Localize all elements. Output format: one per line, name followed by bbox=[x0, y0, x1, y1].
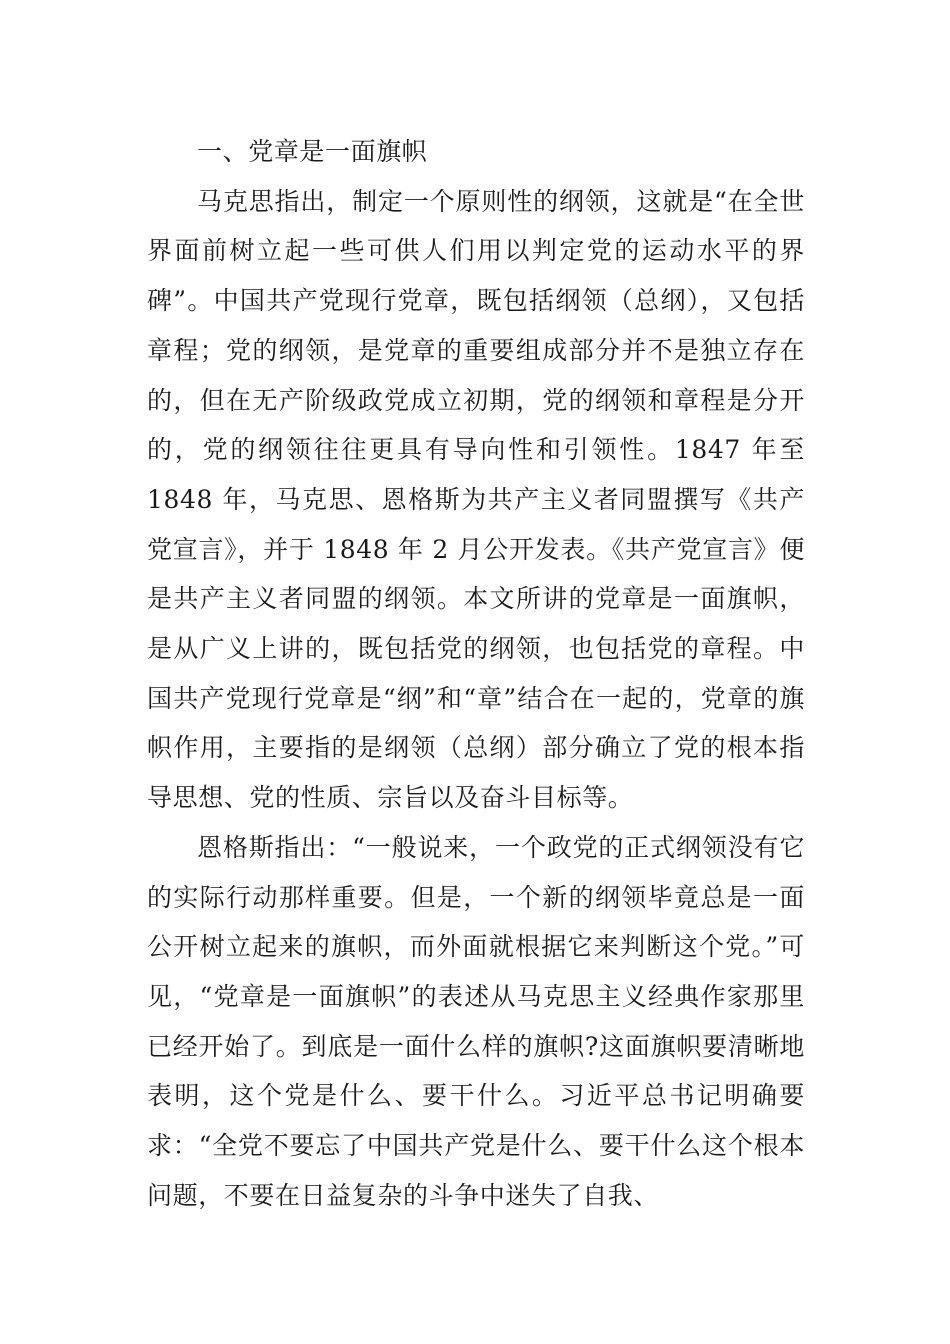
paragraph-2: 恩格斯指出：“一般说来，一个政党的正式纲领没有它的实际行动那样重要。但是，一个新的纲领毕竟总是一面公开树立起来的旗帜，而外面就根据它来判断这个党。”可见，“党章是一面旗帜”的表述从马克思主义经典作家那里已经开始了。到底是一面什么样的旗帜?这面旗帜要清晰地表明，这个党是什么、要干什么。习近平总书记明确要求：“全党不要忘了中国共产党是什么、要干什么这个根本问题，不要在日益复杂的斗争中迷失了自我、 bbox=[147, 832, 805, 1210]
document-page bbox=[147, 127, 805, 1220]
section-heading: 一、党章是一面旗帜 bbox=[197, 137, 428, 166]
paragraph-1: 马克思指出，制定一个原则性的纲领，这就是“在全世界面前树立起一些可供人们用以判定党的运动水平的界碑”。中国共产党现行党章，既包括纲领（总纲），又包括章程；党的纲领，是党章的重要组成部分并不是独立存在的，但在无产阶级政党成立初期，党的纲领和章程是分开的，党的纲领往往更具有导向性和引领性。1847 年至 1848 年，马克思、恩格斯为共产主义者同盟撰写《共产党宣言》，并于 1848 年 2 月公开发表。《共产党宣言》便是共产主义者同盟的纲领。本文所讲的党章是一面旗帜，是从广义上讲的，既包括党的纲领，也包括党的章程。中国共产党现行党章是“纲”和“章”结合在一起的，党章的旗帜作用，主要指的是纲领（总纲）部分确立了党的根本指导思想、党的性质、宗旨以及奋斗目标等。 bbox=[147, 186, 805, 813]
